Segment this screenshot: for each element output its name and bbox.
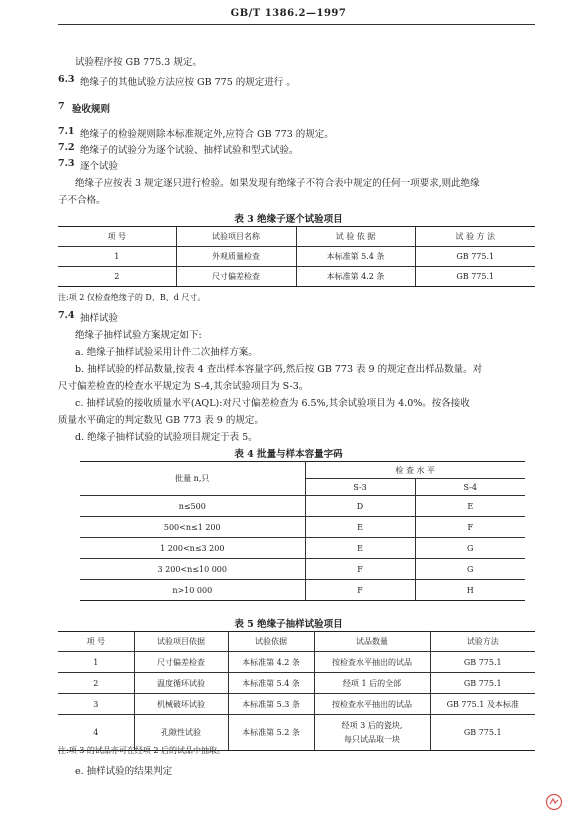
table4-batch-header: 批量 n,只 [80,462,305,496]
table5-cell: 本标准第 5.3 条 [228,694,314,715]
table4-s3-header: S-3 [305,479,415,496]
page-header: GB/T 1386.2—1997 [230,8,347,19]
table3-cell: GB 775.1 [415,247,535,267]
table3 [58,226,535,287]
table5-header: 项 号 [58,632,134,652]
table5-cell: GB 775.1 [430,673,535,694]
header-rule [58,24,535,25]
section-text: 绝缘子的检验规则除本标准规定外,应符合 GB 773 的规定。 [80,129,334,140]
text-line: 试验程序按 GB 775.3 规定。 [75,57,202,68]
table5-cell: 尺寸偏差检查 [134,652,228,673]
table3-cell: 2 [58,267,176,287]
table5-cell: 本标准第 5.4 条 [228,673,314,694]
table4-cell: 1 200<n≤3 200 [80,538,305,559]
table5-header: 试验项目依据 [134,632,228,652]
table4-cell: G [415,559,525,580]
section-title: 逐个试验 [80,161,119,172]
table5-caption: 表 5 绝缘子抽样试验项目 [234,619,343,630]
table3-note: 注:项 2 仅检查绝缘子的 D、B、d 尺寸。 [58,293,206,302]
table3-cell: 尺寸偏差检查 [176,267,296,287]
section-number: 6.3 [58,74,75,85]
table4-cell: F [305,580,415,601]
table3-cell: GB 775.1 [415,267,535,287]
table3-cell: 本标准第 5.4 条 [296,247,415,267]
table5-cell: 按检查水平抽出的试品 [314,694,430,715]
table3-cell: 外观质量检查 [176,247,296,267]
table4-cell: n≤500 [80,496,305,517]
table5-note: 注:项 3 的试品亦可在经项 2 后的试品中抽取。 [58,746,226,755]
table5-cell-multiline [314,715,430,751]
table4-cell: E [415,496,525,517]
table5-header: 试验依据 [228,632,314,652]
table4-cell: E [305,538,415,559]
table3-header: 试 验 方 法 [415,227,535,247]
table5-header: 试品数量 [314,632,430,652]
table5-cell: 经项 1 后的全部 [314,673,430,694]
table3-cell: 本标准第 4.2 条 [296,267,415,287]
table5-cell: GB 775.1 [430,715,535,751]
table5-cell: 1 [58,652,134,673]
section-title: 验收规则 [72,104,111,115]
table5-cell: 孔隙性试验 [134,715,228,751]
table4-cell: F [305,559,415,580]
table4-cell: F [415,517,525,538]
table5-cell: GB 775.1 [430,652,535,673]
table4-cell: G [415,538,525,559]
section-number: 7.3 [58,158,75,169]
page-stamp-mark-icon [545,793,563,811]
section-title: 抽样试验 [80,313,119,324]
table5-cell: 温度循环试验 [134,673,228,694]
paragraph-line: 绝缘子抽样试验方案规定如下: [75,330,202,341]
table5 [58,631,535,751]
section-text: 绝缘子的其他试验方法应按 GB 775 的规定进行 。 [80,77,296,88]
table4-cell: 3 200<n≤10 000 [80,559,305,580]
table4 [80,461,525,601]
table3-header: 试验项目名称 [176,227,296,247]
table5-cell: 2 [58,673,134,694]
table5-header: 试验方法 [430,632,535,652]
section-text: 绝缘子的试验分为逐个试验、抽样试验和型式试验。 [80,145,299,156]
list-item: e. 抽样试验的结果判定 [75,766,173,777]
section-number: 7.4 [58,310,75,321]
list-item: a. 绝缘子抽样试验采用计件二次抽样方案。 [75,347,258,358]
table3-cell: 1 [58,247,176,267]
table4-cell: 500<n≤1 200 [80,517,305,538]
table4-s4-header: S-4 [415,479,525,496]
table5-cell: 3 [58,694,134,715]
section-number: 7.2 [58,142,75,153]
table5-cell-line: 经项 3 后的瓷块, [341,721,403,730]
table3-header: 试 验 依 据 [296,227,415,247]
list-item-continued: 质量水平确定的判定数见 GB 773 表 9 的规定。 [58,415,264,426]
list-item-continued: 尺寸偏差检查的检查水平规定为 S-4,其余试验项目为 S-3。 [58,381,309,392]
table4-cell: n>10 000 [80,580,305,601]
table5-cell: GB 775.1 及本标准 [430,694,535,715]
list-item: d. 绝缘子抽样试验的试验项目规定于表 5。 [75,432,258,443]
table4-cell: D [305,496,415,517]
table5-cell: 本标准第 4.2 条 [228,652,314,673]
table4-cell: E [305,517,415,538]
table3-header: 项 号 [58,227,176,247]
paragraph-line: 子不合格。 [58,195,106,206]
table3-caption: 表 3 绝缘子逐个试验项目 [234,214,343,225]
table5-cell: 4 [58,715,134,751]
section-number: 7.1 [58,126,75,137]
table5-cell: 机械破坏试验 [134,694,228,715]
list-item: b. 抽样试验的样品数量,按表 4 查出样本容量字码,然后按 GB 773 表 9 的规定查出样品数量。对 [75,364,483,375]
table5-cell-line: 每只试品取一块 [344,735,400,744]
table4-cell: H [415,580,525,601]
section-number: 7 [58,101,65,112]
table5-cell: 本标准第 5.2 条 [228,715,314,751]
list-item: c. 抽样试验的接收质量水平(AQL):对尺寸偏差检查为 6.5%,其余试验项目为 4.0%。按各接收 [75,398,470,409]
table4-caption: 表 4 批量与样本容量字码 [234,449,343,460]
table5-cell: 按检查水平抽出的试品 [314,652,430,673]
paragraph-line: 绝缘子应按表 3 规定逐只进行检验。如果发现有绝缘子不符合表中规定的任何一项要求,则此绝缘 [75,178,480,189]
table4-level-header: 检 查 水 平 [305,462,525,479]
